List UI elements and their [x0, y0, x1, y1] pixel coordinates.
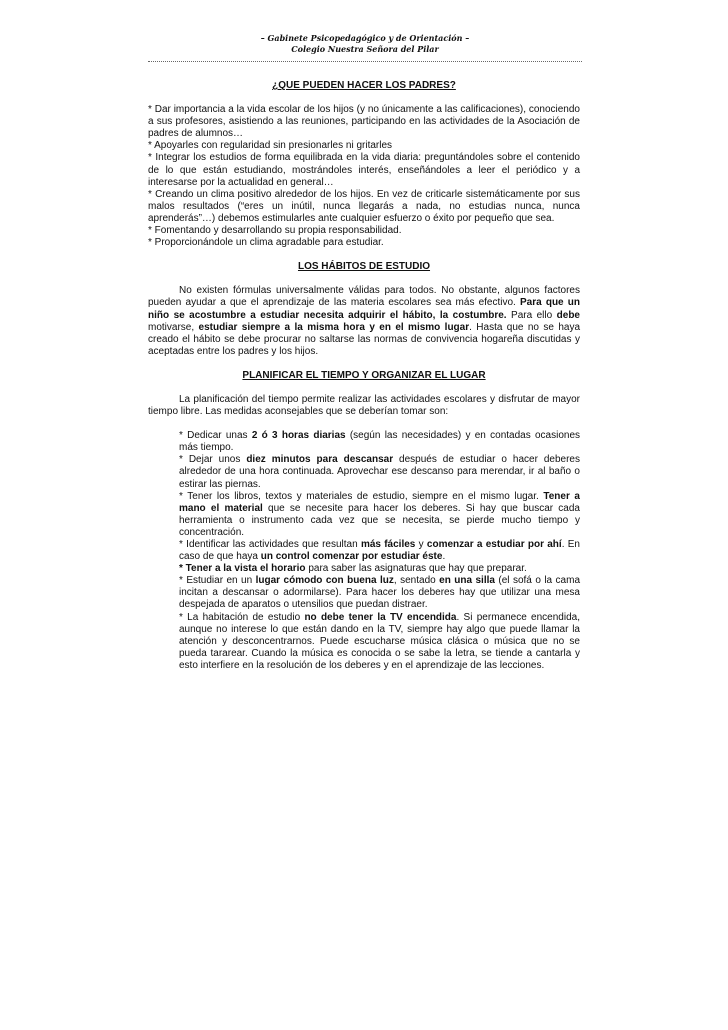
text-run: (según las necesidades) y en contadas ocasiones más tiempo. — [179, 430, 581, 454]
list-item — [179, 575, 580, 611]
text-run: * Dejar unos — [179, 454, 247, 466]
section-title-habitos: LOS HÁBITOS DE ESTUDIO — [297, 261, 431, 273]
bold-run: * Tener a la vista el horario — [179, 563, 306, 575]
planificar-list — [148, 430, 580, 672]
list-item — [179, 454, 580, 490]
header-line-1: – Gabinete Psicopedagógico y de Orientación – — [260, 33, 470, 43]
text-run: (el sofá o la cama incitan a descansar o adormilarse). Para hacer los deberes hay que utilizar una mesa despejada de aparatos o utensilios que puedan distraer. — [179, 575, 581, 611]
list-item: * Fomentando y desarrollando su propia responsabilidad. — [148, 225, 402, 237]
bold-run: 2 ó 3 horas diarias — [251, 430, 346, 442]
text-run: * Tener los libros, textos y materiales de estudio, siempre en el mismo lugar. — [179, 490, 544, 502]
text-run: . En caso de que haya — [179, 539, 580, 563]
list-item: * Integrar los estudios de forma equilibrada en la vida diaria: preguntándoles sobre el contenido de lo que están estudiando, mostrándoles interés, enseñándoles a leer el periódico y a interesarse por la actualidad en general… — [148, 152, 580, 188]
list-item — [179, 563, 580, 575]
header-line-2: Colegio Nuestra Señora del Pilar — [291, 44, 439, 54]
text-run: * Estudiar en un — [179, 575, 256, 587]
text-run: * La habitación de estudio — [179, 611, 305, 623]
list-item — [179, 612, 580, 672]
text-run: * Dedicar unas — [179, 430, 252, 442]
bold-run: un control comenzar por estudiar éste — [260, 551, 443, 563]
list-item — [179, 430, 580, 454]
text-run: * Identificar las actividades que resultan — [179, 539, 361, 550]
list-item: * Creando un clima positivo alrededor de los hijos. En vez de criticarle sistemáticamente por sus malos resultados (“eres un inútil, nunca llegarás a nada, no estudias nunca, nunca aprenderás”…) debemos estimularles ante cualquier esfuerzo o éxito por pequeño que sea. — [148, 188, 580, 224]
list-item — [179, 491, 580, 539]
text-run: . Si permanece encendida, aunque no interese lo que están dando en la TV, siempre hay algo que puede llamar la atención y desconcentrarnos. Puede escucharse música clásica o música que no se pueda tararear. Cuando la música es conocida o se sabe la letra, se tiende a cantarla y esto interfiere en la resolución de los deberes y en el aprendizaje de las lecciones. — [179, 611, 580, 671]
section-title-padres: ¿QUE PUEDEN HACER LOS PADRES? — [272, 80, 456, 91]
bold-run: Tener a mano el material — [179, 490, 580, 514]
text-run: No existen fórmulas universalmente válidas para todos. No obstante, algunos factores pueden ayudar a que el aprendizaje de las materia escolares sea más efectivo. — [148, 285, 580, 309]
document-header — [150, 33, 580, 55]
text-run: motivarse, — [148, 321, 199, 333]
bold-run: diez minutos para descansar — [246, 454, 394, 466]
text-run: para saber las asignaturas que hay que preparar. — [305, 563, 527, 575]
bold-run: más fáciles — [360, 539, 416, 550]
bold-run: debe — [556, 309, 580, 321]
habitos-paragraph — [148, 285, 580, 358]
text-run: Para ello — [506, 309, 557, 321]
padres-list — [148, 104, 580, 249]
text-run: , sentado — [393, 575, 440, 587]
text-run: . — [442, 551, 446, 563]
document-body — [148, 80, 580, 672]
list-item: * Dar importancia a la vida escolar de los hijos (y no únicamente a las calificaciones), conociendo a sus profesores, asistiendo a las reuniones, participando en las actividades de la Asociación de padres de alumnos… — [148, 104, 580, 140]
text-run: después de estudiar o hacer deberes alrededor de una hora continuada. Aprovechar ese descanso para merendar, ir al baño o estirar las piernas. — [179, 454, 580, 490]
text-run: . Hasta que no se haya creado el hábito se debe procurar no saltarse las normas de convivencia hogareña discutidas y aceptadas entre los padres y los hijos. — [148, 321, 580, 357]
list-item: * Proporcionándole un clima agradable para estudiar. — [148, 237, 384, 249]
bold-run: en una silla — [439, 575, 495, 587]
spacer — [148, 418, 580, 430]
text-run: que se necesite para hacer los deberes. Si hay que buscar cada herramienta o instrumento cada vez que se necesita, se pierde mucho tiempo y concentración. — [179, 502, 580, 538]
list-item — [179, 539, 580, 563]
header-divider — [148, 61, 582, 62]
bold-run: no debe tener la TV encendida — [304, 611, 457, 623]
bold-run: comenzar a estudiar por ahí — [426, 539, 562, 550]
planificar-intro: La planificación del tiempo permite realizar las actividades escolares y disfrutar de mayor tiempo libre. Las medidas aconsejables que se deberían tomar son: — [148, 393, 580, 418]
text-run: y — [415, 539, 427, 550]
list-item: * Apoyarles con regularidad sin presionarles ni gritarles — [148, 140, 393, 152]
bold-run: lugar cómodo con buena luz — [255, 575, 394, 587]
bold-run: estudiar siempre a la misma hora y en el mismo lugar — [198, 321, 470, 333]
bold-run: Para que un niño se acostumbre a estudiar necesita adquirir el hábito, la costumbre. — [148, 297, 580, 321]
section-title-planificar: PLANIFICAR EL TIEMPO Y ORGANIZAR EL LUGAR — [242, 369, 486, 381]
